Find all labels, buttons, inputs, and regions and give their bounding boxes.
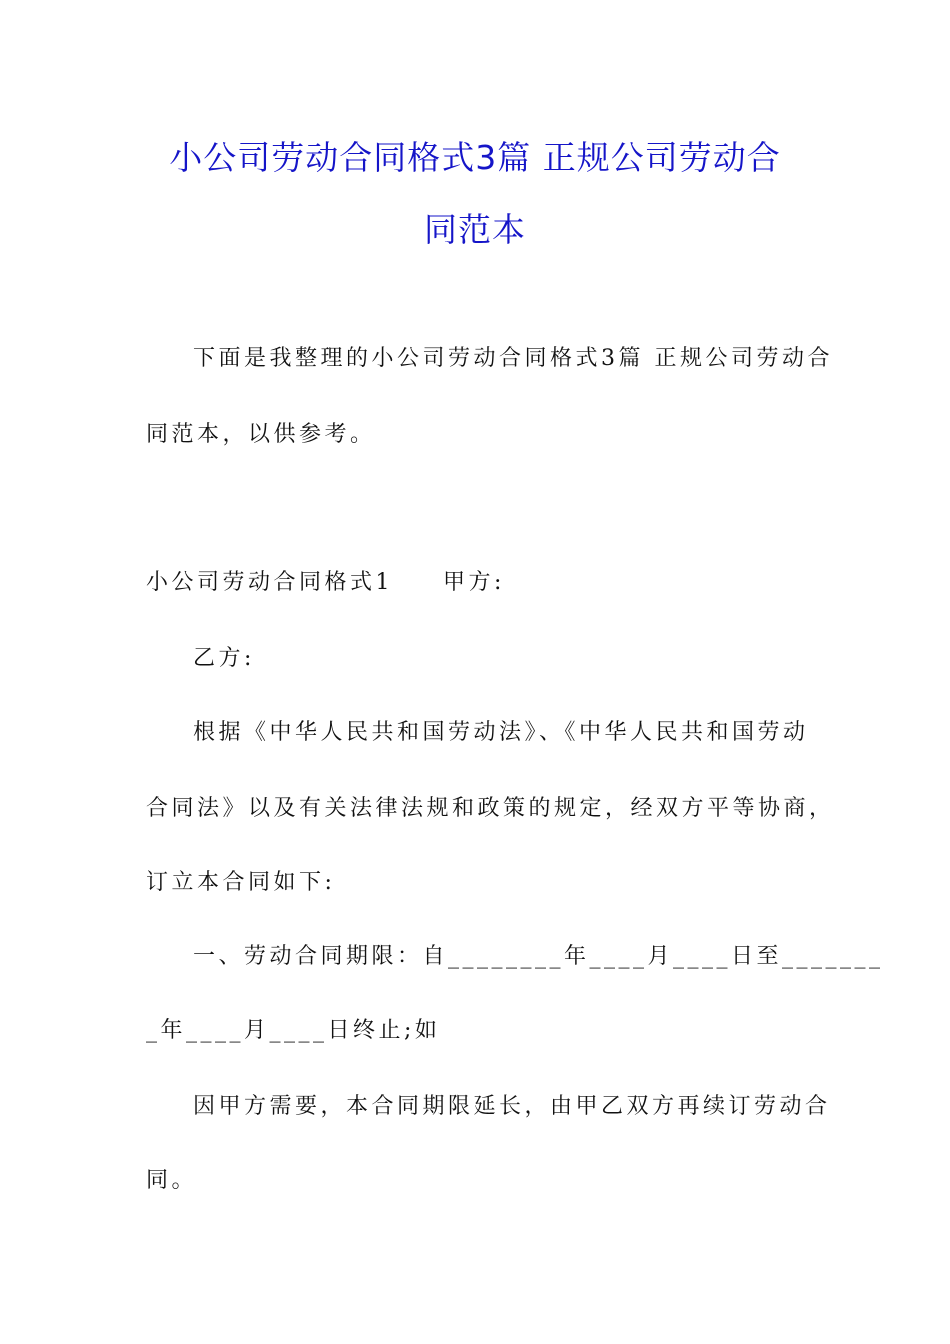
intro-paragraph-line-2: 同范本，以供参考。	[146, 422, 376, 447]
basis-paragraph-line-1: 根据《中华人民共和国劳动法》、《中华人民共和国劳动	[193, 720, 809, 745]
contract-term-line-2: _年____月____日终止;如	[146, 1018, 441, 1043]
contract-term-line-1: 一、劳动合同期限：自________年____月____日至_______	[193, 944, 884, 969]
document-title-line-2: 同范本	[424, 210, 526, 249]
document-title-line-1: 小公司劳动合同格式3篇 正规公司劳动合	[169, 138, 781, 177]
extension-paragraph-line-1: 因甲方需要，本合同期限延长，由甲乙双方再续订劳动合	[193, 1094, 831, 1119]
party-a-label: 甲方:	[443, 570, 505, 595]
basis-paragraph-line-3: 订立本合同如下:	[146, 870, 336, 895]
section-heading-row	[146, 568, 505, 598]
basis-paragraph-line-2: 合同法》以及有关法律法规和政策的规定，经双方平等协商，	[146, 796, 835, 821]
extension-paragraph-line-2: 同。	[146, 1168, 198, 1193]
section-heading: 小公司劳动合同格式1	[146, 570, 393, 595]
party-b-label: 乙方:	[193, 646, 255, 671]
intro-paragraph-line-1: 下面是我整理的小公司劳动合同格式3篇 正规公司劳动合	[193, 346, 833, 371]
